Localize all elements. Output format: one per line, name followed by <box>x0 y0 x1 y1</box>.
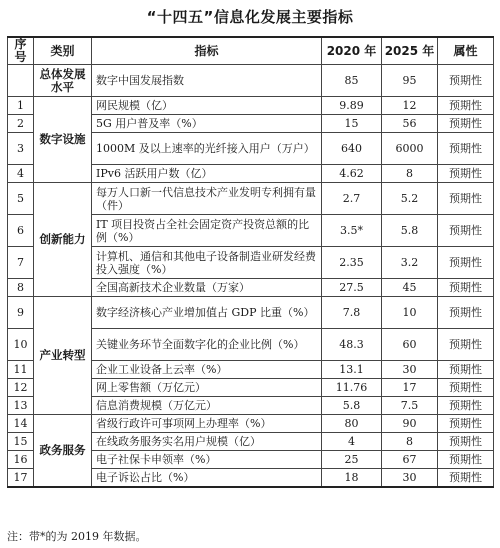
row-indicator: 网上零售额（万亿元） <box>92 379 322 397</box>
header-row <box>8 37 494 65</box>
row-seq <box>8 65 34 97</box>
row-property: 预期性 <box>438 65 494 97</box>
row-indicator: 在线政务服务实名用户规模（亿） <box>92 433 322 451</box>
row-seq: 9 <box>8 297 34 329</box>
row-property: 预期性 <box>438 97 494 115</box>
header-seq: 序号 <box>8 37 34 65</box>
row-seq: 2 <box>8 115 34 133</box>
row-indicator: 电子社保卡申领率（%） <box>92 451 322 469</box>
row-2025: 3.2 <box>382 247 438 279</box>
row-seq: 6 <box>8 215 34 247</box>
row-indicator: IPv6 活跃用户数（亿） <box>92 165 322 183</box>
row-2020: 13.1 <box>322 361 382 379</box>
row-2025: 7.5 <box>382 397 438 415</box>
table-row <box>8 415 494 433</box>
row-2025: 5.2 <box>382 183 438 215</box>
table-row <box>8 97 494 115</box>
header-2020: 2020 年 <box>322 37 382 65</box>
header-property: 属性 <box>438 37 494 65</box>
indicators-table <box>7 36 494 488</box>
row-property: 预期性 <box>438 329 494 361</box>
row-seq: 10 <box>8 329 34 361</box>
row-2025: 56 <box>382 115 438 133</box>
row-indicator: 每万人口新一代信息技术产业发明专利拥有量（件） <box>92 183 322 215</box>
row-seq: 11 <box>8 361 34 379</box>
row-indicator: 计算机、通信和其他电子设备制造业研发经费投入强度（%） <box>92 247 322 279</box>
row-2020: 640 <box>322 133 382 165</box>
row-property: 预期性 <box>438 361 494 379</box>
row-property: 预期性 <box>438 451 494 469</box>
row-2020: 27.5 <box>322 279 382 297</box>
row-indicator: 5G 用户普及率（%） <box>92 115 322 133</box>
category-gov-services: 政务服务 <box>34 415 92 488</box>
row-2020: 15 <box>322 115 382 133</box>
row-indicator: 1000M 及以上速率的光纤接入用户（万户） <box>92 133 322 165</box>
row-2025: 8 <box>382 433 438 451</box>
row-seq: 3 <box>8 133 34 165</box>
row-2025: 90 <box>382 415 438 433</box>
row-2025: 12 <box>382 97 438 115</box>
row-seq: 14 <box>8 415 34 433</box>
row-indicator: 数字经济核心产业增加值占 GDP 比重（%） <box>92 297 322 329</box>
row-seq: 8 <box>8 279 34 297</box>
row-indicator: 信息消费规模（万亿元） <box>92 397 322 415</box>
row-2020: 85 <box>322 65 382 97</box>
category-overall: 总体发展水平 <box>34 65 92 97</box>
row-property: 预期性 <box>438 433 494 451</box>
row-property: 预期性 <box>438 469 494 488</box>
row-property: 预期性 <box>438 183 494 215</box>
row-2020: 80 <box>322 415 382 433</box>
row-indicator: 电子诉讼占比（%） <box>92 469 322 488</box>
header-indicator: 指标 <box>92 37 322 65</box>
row-2025: 8 <box>382 165 438 183</box>
row-2020: 4.62 <box>322 165 382 183</box>
row-seq: 15 <box>8 433 34 451</box>
row-2025: 6000 <box>382 133 438 165</box>
row-indicator: 网民规模（亿） <box>92 97 322 115</box>
header-category: 类别 <box>34 37 92 65</box>
row-indicator: 全国高新技术企业数量（万家） <box>92 279 322 297</box>
row-indicator: 省级行政许可事项网上办理率（%） <box>92 415 322 433</box>
category-digital-infra: 数字设施 <box>34 97 92 183</box>
row-2020: 4 <box>322 433 382 451</box>
row-seq: 13 <box>8 397 34 415</box>
table-title: “十四五”信息化发展主要指标 <box>146 8 354 26</box>
row-2025: 10 <box>382 297 438 329</box>
row-seq: 17 <box>8 469 34 488</box>
row-property: 预期性 <box>438 279 494 297</box>
row-2020: 48.3 <box>322 329 382 361</box>
row-property: 预期性 <box>438 133 494 165</box>
footnote: 注：带*的为 2019 年数据。 <box>7 530 147 543</box>
row-property: 预期性 <box>438 247 494 279</box>
row-2025: 30 <box>382 361 438 379</box>
row-2025: 30 <box>382 469 438 488</box>
row-indicator: 关键业务环节全面数字化的企业比例（%） <box>92 329 322 361</box>
row-property: 预期性 <box>438 215 494 247</box>
row-property: 预期性 <box>438 165 494 183</box>
row-2020: 7.8 <box>322 297 382 329</box>
row-2025: 67 <box>382 451 438 469</box>
row-2020: 9.89 <box>322 97 382 115</box>
row-2020: 3.5* <box>322 215 382 247</box>
category-industry: 产业转型 <box>34 297 92 415</box>
row-2020: 25 <box>322 451 382 469</box>
row-seq: 7 <box>8 247 34 279</box>
row-2020: 18 <box>322 469 382 488</box>
category-innovation: 创新能力 <box>34 183 92 297</box>
row-seq: 16 <box>8 451 34 469</box>
row-2025: 95 <box>382 65 438 97</box>
row-2025: 45 <box>382 279 438 297</box>
row-2025: 5.8 <box>382 215 438 247</box>
row-2020: 5.8 <box>322 397 382 415</box>
row-2020: 2.7 <box>322 183 382 215</box>
row-2020: 11.76 <box>322 379 382 397</box>
header-2025: 2025 年 <box>382 37 438 65</box>
row-property: 预期性 <box>438 415 494 433</box>
row-seq: 4 <box>8 165 34 183</box>
row-indicator: 企业工业设备上云率（%） <box>92 361 322 379</box>
row-seq: 1 <box>8 97 34 115</box>
row-property: 预期性 <box>438 397 494 415</box>
row-property: 预期性 <box>438 115 494 133</box>
table-row <box>8 65 494 97</box>
row-2025: 17 <box>382 379 438 397</box>
row-seq: 5 <box>8 183 34 215</box>
row-indicator: IT 项目投资占全社会固定资产投资总额的比例（%） <box>92 215 322 247</box>
row-indicator: 数字中国发展指数 <box>92 65 322 97</box>
table-row <box>8 183 494 215</box>
row-property: 预期性 <box>438 379 494 397</box>
row-2025: 60 <box>382 329 438 361</box>
row-2020: 2.35 <box>322 247 382 279</box>
row-property: 预期性 <box>438 297 494 329</box>
row-seq: 12 <box>8 379 34 397</box>
table-row <box>8 297 494 329</box>
